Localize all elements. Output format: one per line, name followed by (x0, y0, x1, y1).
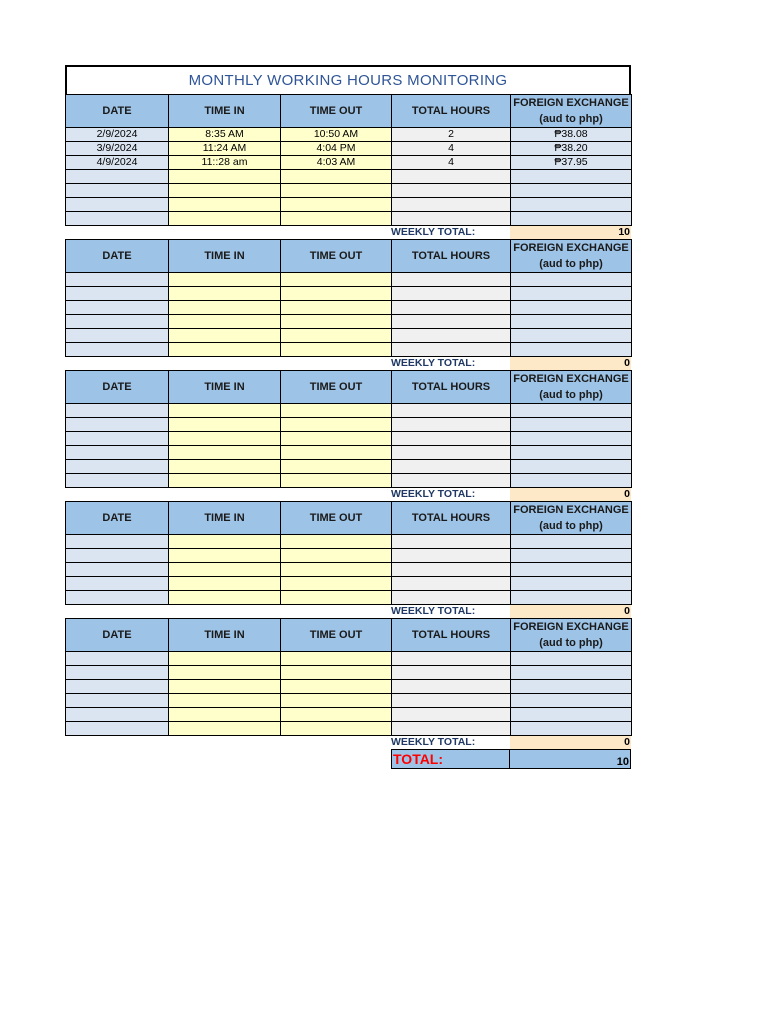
header-row (66, 619, 632, 652)
table-row (66, 315, 632, 329)
week-table (65, 239, 632, 357)
header-date: DATE (66, 240, 169, 273)
total-hours-cell[interactable] (392, 446, 511, 460)
time-out-cell[interactable] (281, 708, 392, 722)
week-table (65, 94, 632, 226)
time-in-cell[interactable] (169, 287, 281, 301)
date-cell[interactable] (66, 287, 169, 301)
fx-rate-cell[interactable]: ₱38.20 (511, 142, 632, 156)
total-hours-cell[interactable] (392, 549, 511, 563)
time-out-cell[interactable] (281, 184, 392, 198)
date-cell[interactable] (66, 563, 169, 577)
total-hours-cell[interactable] (392, 329, 511, 343)
time-out-cell[interactable] (281, 273, 392, 287)
table-row (66, 404, 632, 418)
header-time-in: TIME IN (169, 95, 281, 128)
time-out-cell[interactable] (281, 418, 392, 432)
time-in-cell[interactable] (169, 549, 281, 563)
date-cell[interactable] (66, 460, 169, 474)
fx-rate-cell[interactable] (511, 549, 632, 563)
table-row (66, 329, 632, 343)
fx-rate-cell[interactable] (511, 432, 632, 446)
header-date: DATE (66, 371, 169, 404)
time-in-cell[interactable]: 11:24 AM (169, 142, 281, 156)
time-in-cell[interactable] (169, 198, 281, 212)
table-row (66, 563, 632, 577)
header-fx-line2: (aud to php) (539, 637, 603, 649)
total-hours-cell[interactable] (392, 418, 511, 432)
weekly-total-row (65, 488, 631, 501)
header-fx-line2: (aud to php) (539, 389, 603, 401)
weekly-total-label: WEEKLY TOTAL: (391, 605, 476, 617)
fx-rate-cell[interactable] (511, 652, 632, 666)
fx-rate-cell[interactable] (511, 680, 632, 694)
header-fx-line1: FOREIGN EXCHANGE (513, 97, 629, 109)
total-hours-cell[interactable]: 4 (392, 142, 511, 156)
week-table (65, 618, 632, 736)
time-in-cell[interactable] (169, 591, 281, 605)
total-hours-cell[interactable] (392, 694, 511, 708)
date-cell[interactable] (66, 535, 169, 549)
time-in-cell[interactable] (169, 273, 281, 287)
fx-rate-cell[interactable] (511, 301, 632, 315)
date-cell[interactable] (66, 418, 169, 432)
fx-rate-cell[interactable] (511, 460, 632, 474)
table-row (66, 343, 632, 357)
header-time-in: TIME IN (169, 240, 281, 273)
total-hours-cell[interactable] (392, 666, 511, 680)
time-out-cell[interactable] (281, 460, 392, 474)
weekly-total-label: WEEKLY TOTAL: (391, 226, 476, 238)
time-out-cell[interactable] (281, 315, 392, 329)
time-out-cell[interactable]: 4:03 AM (281, 156, 392, 170)
time-in-cell[interactable] (169, 418, 281, 432)
header-time-in: TIME IN (169, 619, 281, 652)
table-row (66, 652, 632, 666)
fx-rate-cell[interactable] (511, 474, 632, 488)
date-cell[interactable] (66, 273, 169, 287)
total-hours-cell[interactable]: 2 (392, 128, 511, 142)
time-out-cell[interactable] (281, 446, 392, 460)
time-in-cell[interactable] (169, 432, 281, 446)
time-in-cell[interactable] (169, 694, 281, 708)
date-cell[interactable]: 4/9/2024 (66, 156, 169, 170)
fx-rate-cell[interactable] (511, 722, 632, 736)
fx-rate-cell[interactable]: ₱37.95 (511, 156, 632, 170)
time-in-cell[interactable] (169, 329, 281, 343)
table-row (66, 680, 632, 694)
table-row (66, 212, 632, 226)
date-cell[interactable] (66, 343, 169, 357)
table-row (66, 142, 632, 156)
time-out-cell[interactable] (281, 432, 392, 446)
time-in-cell[interactable] (169, 446, 281, 460)
fx-rate-cell[interactable] (511, 418, 632, 432)
time-out-cell[interactable] (281, 591, 392, 605)
date-cell[interactable] (66, 446, 169, 460)
time-out-cell[interactable]: 10:50 AM (281, 128, 392, 142)
date-cell[interactable] (66, 329, 169, 343)
header-foreign-exchange (511, 502, 632, 535)
table-row (66, 128, 632, 142)
weekly-total-label: WEEKLY TOTAL: (391, 736, 476, 748)
header-fx-line1: FOREIGN EXCHANGE (513, 504, 629, 516)
date-cell[interactable] (66, 212, 169, 226)
time-out-cell[interactable] (281, 329, 392, 343)
date-cell[interactable] (66, 591, 169, 605)
total-hours-cell[interactable] (392, 577, 511, 591)
table-row (66, 460, 632, 474)
time-out-cell[interactable] (281, 652, 392, 666)
date-cell[interactable] (66, 198, 169, 212)
time-out-cell[interactable] (281, 287, 392, 301)
fx-rate-cell[interactable] (511, 329, 632, 343)
time-out-cell[interactable] (281, 722, 392, 736)
total-hours-cell[interactable] (392, 343, 511, 357)
time-in-cell[interactable] (169, 535, 281, 549)
table-row (66, 273, 632, 287)
time-in-cell[interactable] (169, 404, 281, 418)
time-in-cell[interactable] (169, 474, 281, 488)
table-row (66, 577, 632, 591)
date-cell[interactable] (66, 315, 169, 329)
table-row (66, 287, 632, 301)
fx-rate-cell[interactable] (511, 666, 632, 680)
fx-rate-cell[interactable]: ₱38.08 (511, 128, 632, 142)
header-date: DATE (66, 502, 169, 535)
total-hours-cell[interactable] (392, 722, 511, 736)
time-out-cell[interactable] (281, 535, 392, 549)
time-out-cell[interactable] (281, 563, 392, 577)
weekly-total-value[interactable]: 0 (510, 736, 631, 749)
weekly-total-label: WEEKLY TOTAL: (391, 357, 476, 369)
fx-rate-cell[interactable] (511, 343, 632, 357)
total-hours-cell[interactable] (392, 474, 511, 488)
fx-rate-cell[interactable] (511, 198, 632, 212)
header-row (66, 240, 632, 273)
fx-rate-cell[interactable] (511, 287, 632, 301)
fx-rate-cell[interactable] (511, 694, 632, 708)
table-row (66, 198, 632, 212)
header-fx-line1: FOREIGN EXCHANGE (513, 242, 629, 254)
total-hours-cell[interactable] (392, 170, 511, 184)
date-cell[interactable] (66, 184, 169, 198)
total-hours-cell[interactable] (392, 212, 511, 226)
time-in-cell[interactable] (169, 652, 281, 666)
table-row (66, 184, 632, 198)
weekly-total-row (65, 357, 631, 370)
time-in-cell[interactable] (169, 563, 281, 577)
header-foreign-exchange (511, 95, 632, 128)
header-date: DATE (66, 95, 169, 128)
table-row (66, 432, 632, 446)
time-in-cell[interactable] (169, 460, 281, 474)
date-cell[interactable]: 2/9/2024 (66, 128, 169, 142)
total-hours-cell[interactable] (392, 432, 511, 446)
header-fx-line2: (aud to php) (539, 520, 603, 532)
total-hours-cell[interactable] (392, 652, 511, 666)
time-out-cell[interactable] (281, 474, 392, 488)
table-row (66, 666, 632, 680)
time-in-cell[interactable] (169, 315, 281, 329)
header-total-hours: TOTAL HOURS (392, 95, 511, 128)
time-out-cell[interactable]: 4:04 PM (281, 142, 392, 156)
fx-rate-cell[interactable] (511, 446, 632, 460)
date-cell[interactable] (66, 474, 169, 488)
weekly-total-label: WEEKLY TOTAL: (391, 488, 476, 500)
time-in-cell[interactable] (169, 708, 281, 722)
week-table (65, 370, 632, 488)
total-hours-cell[interactable] (392, 563, 511, 577)
grand-total-value[interactable]: 10 (510, 749, 631, 769)
time-in-cell[interactable] (169, 170, 281, 184)
date-cell[interactable] (66, 404, 169, 418)
fx-rate-cell[interactable] (511, 535, 632, 549)
table-row (66, 474, 632, 488)
table-row (66, 170, 632, 184)
total-hours-cell[interactable] (392, 535, 511, 549)
weekly-total-value[interactable]: 0 (510, 488, 631, 501)
time-out-cell[interactable] (281, 343, 392, 357)
grand-total-label: TOTAL: (391, 749, 510, 769)
weekly-total-row (65, 736, 631, 749)
total-hours-cell[interactable] (392, 680, 511, 694)
header-time-out: TIME OUT (281, 240, 392, 273)
header-total-hours: TOTAL HOURS (392, 502, 511, 535)
fx-rate-cell[interactable] (511, 273, 632, 287)
date-cell[interactable] (66, 301, 169, 315)
header-row (66, 371, 632, 404)
weekly-total-value[interactable]: 10 (510, 226, 631, 239)
date-cell[interactable] (66, 549, 169, 563)
header-time-in: TIME IN (169, 371, 281, 404)
table-row (66, 694, 632, 708)
table-row (66, 418, 632, 432)
header-fx-line1: FOREIGN EXCHANGE (513, 373, 629, 385)
header-time-out: TIME OUT (281, 371, 392, 404)
total-hours-cell[interactable] (392, 287, 511, 301)
table-row (66, 535, 632, 549)
total-hours-cell[interactable]: 4 (392, 156, 511, 170)
header-total-hours: TOTAL HOURS (392, 371, 511, 404)
time-in-cell[interactable] (169, 301, 281, 315)
fx-rate-cell[interactable] (511, 404, 632, 418)
total-hours-cell[interactable] (392, 301, 511, 315)
header-fx-line2: (aud to php) (539, 258, 603, 270)
sheet-title: MONTHLY WORKING HOURS MONITORING (65, 65, 631, 94)
fx-rate-cell[interactable] (511, 170, 632, 184)
total-hours-cell[interactable] (392, 591, 511, 605)
header-total-hours: TOTAL HOURS (392, 619, 511, 652)
time-out-cell[interactable] (281, 666, 392, 680)
total-hours-cell[interactable] (392, 460, 511, 474)
fx-rate-cell[interactable] (511, 577, 632, 591)
header-total-hours: TOTAL HOURS (392, 240, 511, 273)
time-in-cell[interactable] (169, 343, 281, 357)
date-cell[interactable] (66, 652, 169, 666)
date-cell[interactable] (66, 432, 169, 446)
date-cell[interactable] (66, 680, 169, 694)
weeks-container (65, 94, 631, 749)
time-in-cell[interactable] (169, 577, 281, 591)
total-hours-cell[interactable] (392, 273, 511, 287)
weekly-total-row (65, 605, 631, 618)
total-hours-cell[interactable] (392, 315, 511, 329)
time-out-cell[interactable] (281, 212, 392, 226)
table-row (66, 549, 632, 563)
time-in-cell[interactable] (169, 212, 281, 226)
time-out-cell[interactable] (281, 170, 392, 184)
time-out-cell[interactable] (281, 301, 392, 315)
week-table (65, 501, 632, 605)
total-hours-cell[interactable] (392, 708, 511, 722)
time-in-cell[interactable] (169, 680, 281, 694)
grand-total-row (65, 749, 631, 769)
time-in-cell[interactable]: 8:35 AM (169, 128, 281, 142)
table-row (66, 708, 632, 722)
fx-rate-cell[interactable] (511, 184, 632, 198)
table-row (66, 156, 632, 170)
date-cell[interactable] (66, 666, 169, 680)
date-cell[interactable] (66, 577, 169, 591)
header-fx-line1: FOREIGN EXCHANGE (513, 621, 629, 633)
total-hours-cell[interactable] (392, 404, 511, 418)
total-hours-cell[interactable] (392, 184, 511, 198)
time-out-cell[interactable] (281, 694, 392, 708)
date-cell[interactable]: 3/9/2024 (66, 142, 169, 156)
table-row (66, 446, 632, 460)
date-cell[interactable] (66, 722, 169, 736)
time-in-cell[interactable]: 11::28 am (169, 156, 281, 170)
total-hours-cell[interactable] (392, 198, 511, 212)
date-cell[interactable] (66, 694, 169, 708)
header-row (66, 502, 632, 535)
fx-rate-cell[interactable] (511, 563, 632, 577)
worksheet (65, 65, 631, 769)
header-foreign-exchange (511, 240, 632, 273)
header-time-in: TIME IN (169, 502, 281, 535)
time-out-cell[interactable] (281, 577, 392, 591)
header-time-out: TIME OUT (281, 619, 392, 652)
header-time-out: TIME OUT (281, 95, 392, 128)
time-out-cell[interactable] (281, 404, 392, 418)
date-cell[interactable] (66, 170, 169, 184)
time-in-cell[interactable] (169, 666, 281, 680)
time-out-cell[interactable] (281, 549, 392, 563)
table-row (66, 301, 632, 315)
date-cell[interactable] (66, 708, 169, 722)
fx-rate-cell[interactable] (511, 212, 632, 226)
table-row (66, 722, 632, 736)
header-time-out: TIME OUT (281, 502, 392, 535)
weekly-total-row (65, 226, 631, 239)
fx-rate-cell[interactable] (511, 591, 632, 605)
table-row (66, 591, 632, 605)
weekly-total-value[interactable]: 0 (510, 357, 631, 370)
header-foreign-exchange (511, 371, 632, 404)
header-row (66, 95, 632, 128)
fx-rate-cell[interactable] (511, 315, 632, 329)
header-date: DATE (66, 619, 169, 652)
time-out-cell[interactable] (281, 680, 392, 694)
time-out-cell[interactable] (281, 198, 392, 212)
header-fx-line2: (aud to php) (539, 113, 603, 125)
time-in-cell[interactable] (169, 722, 281, 736)
weekly-total-value[interactable]: 0 (510, 605, 631, 618)
time-in-cell[interactable] (169, 184, 281, 198)
fx-rate-cell[interactable] (511, 708, 632, 722)
header-foreign-exchange (511, 619, 632, 652)
